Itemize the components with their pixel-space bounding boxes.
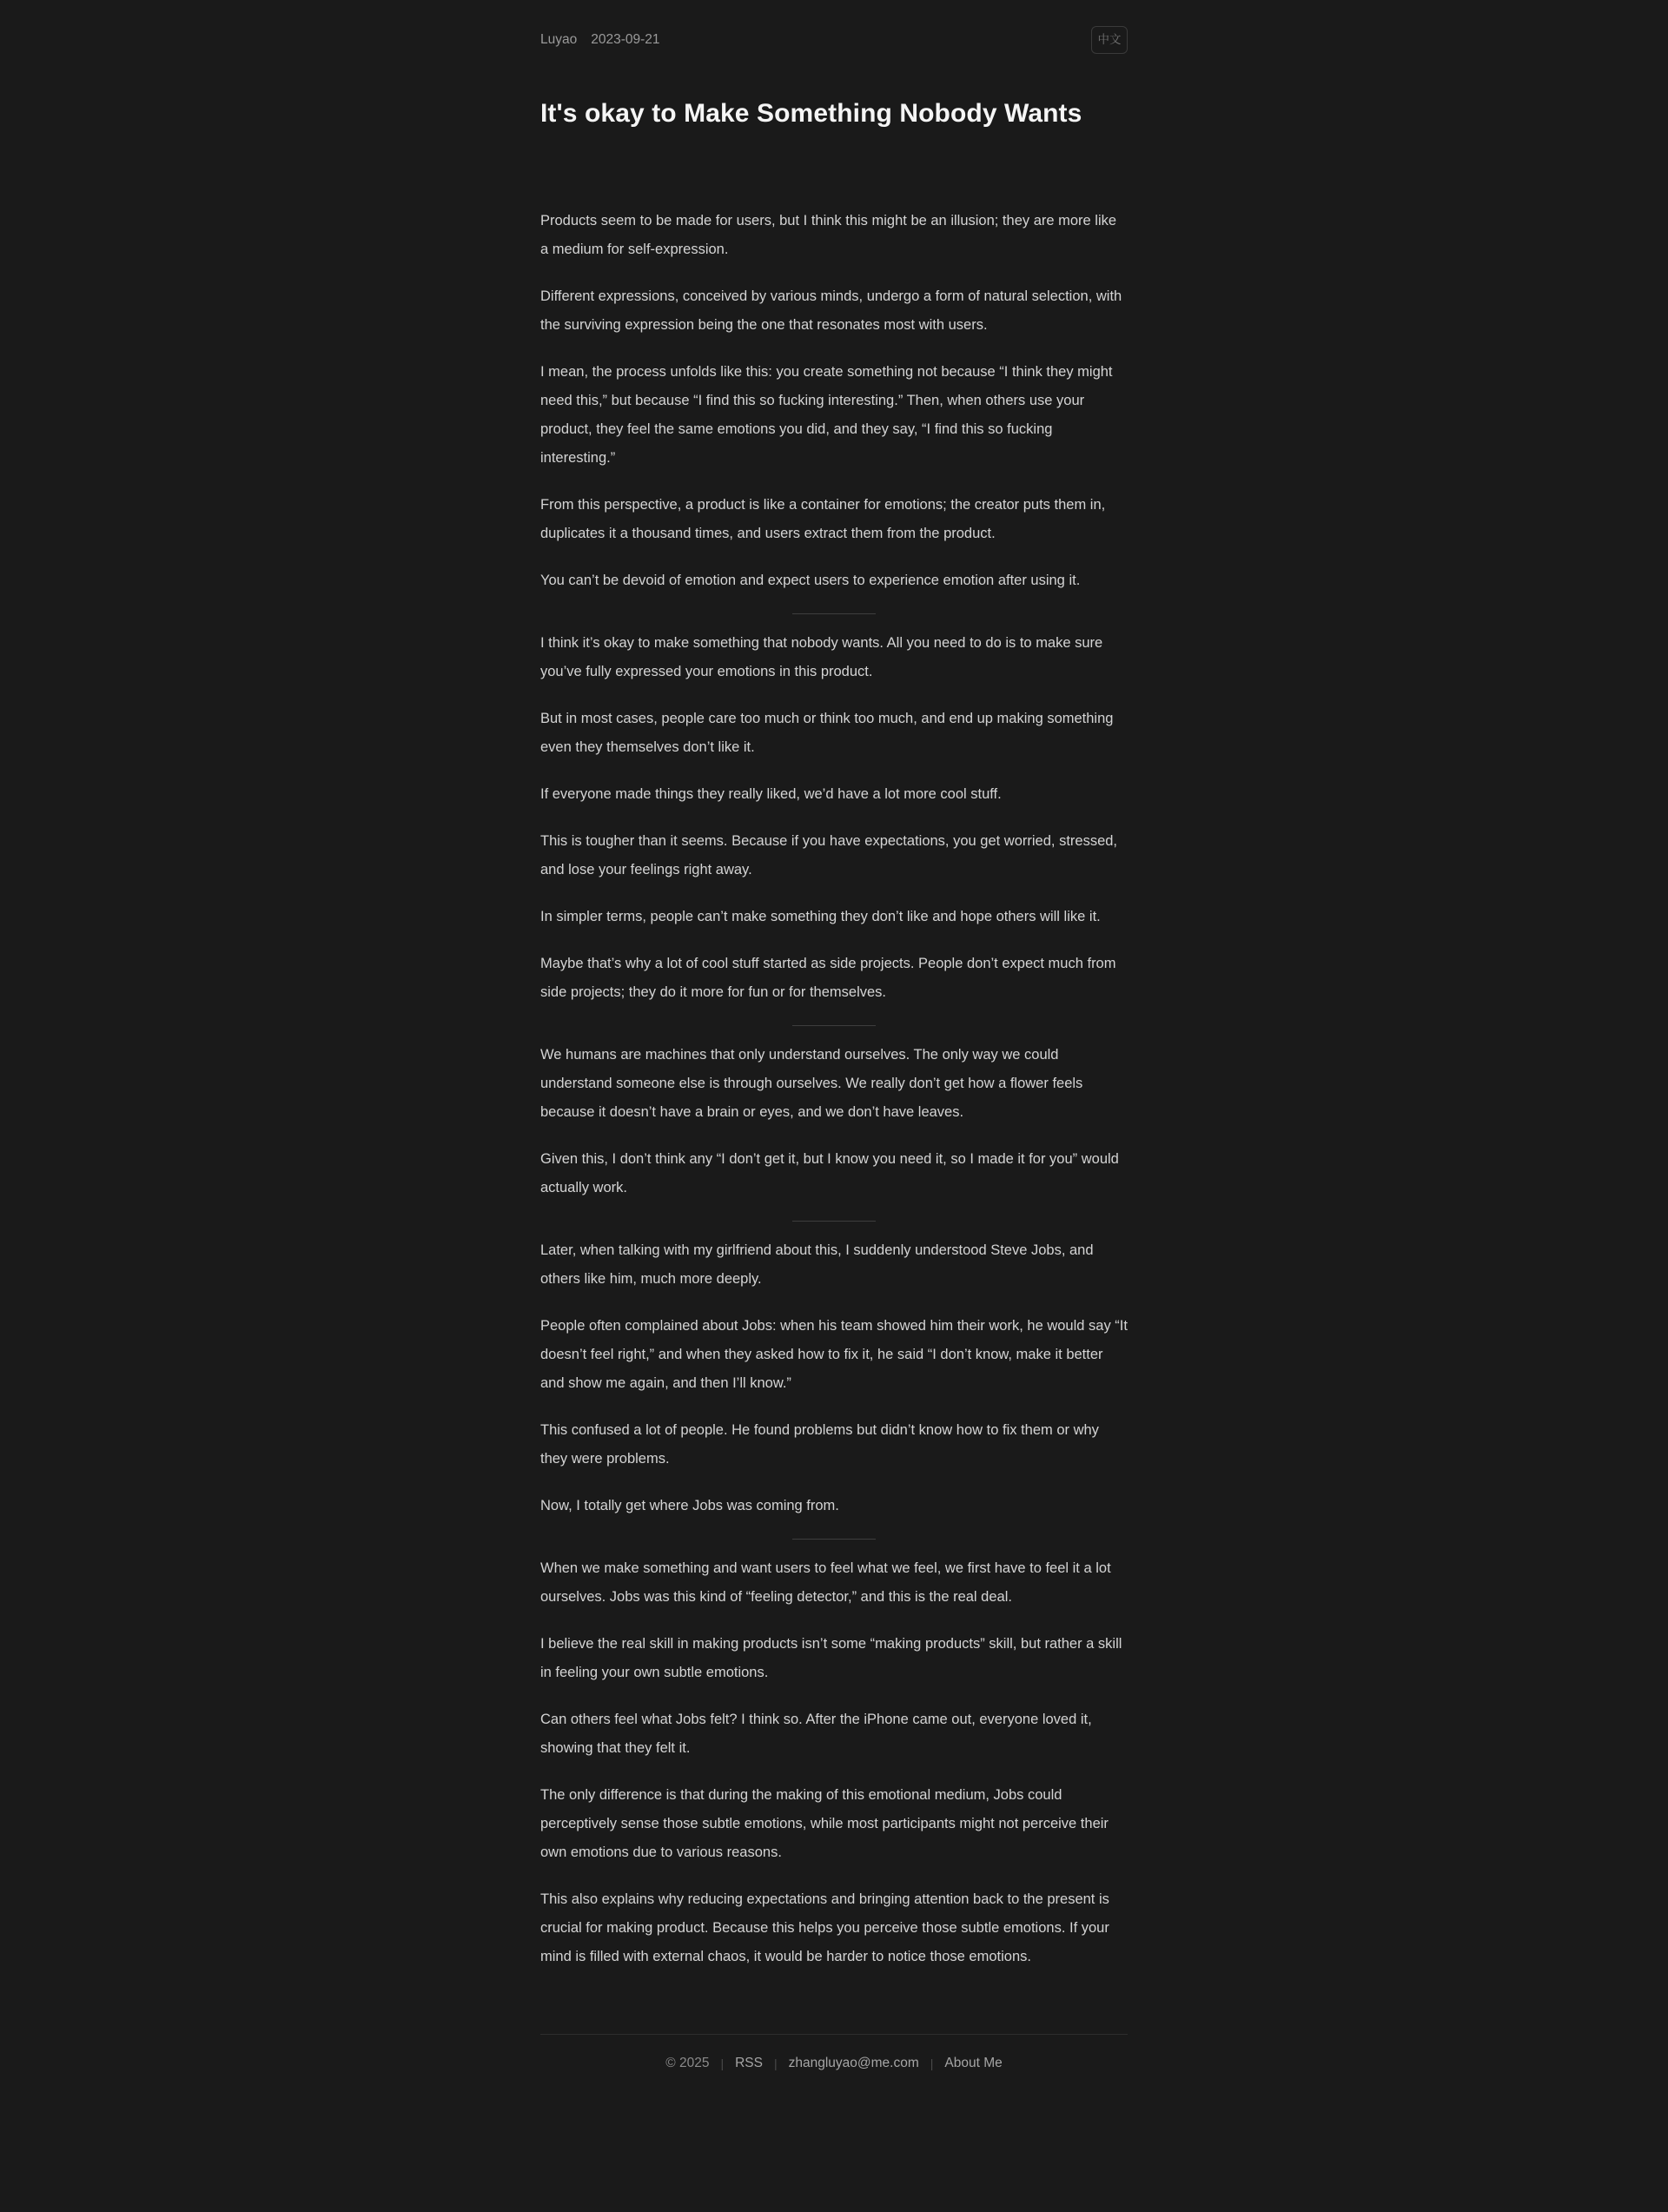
paragraph: I think it’s okay to make something that nobody wants. All you need to do is to make sure you’ve fully expressed your emotions in this product.	[540, 635, 1103, 679]
site-footer	[540, 2034, 1128, 2071]
paragraph: The only difference is that during the making of this emotional medium, Jobs could perceptively sense those subtle emotions, while most participants might not perceive their own emotions due to various reasons.	[540, 1787, 1109, 1860]
post-date: 2023-09-21	[591, 32, 660, 47]
footer-separator: |	[773, 2056, 778, 2070]
post-meta-row	[540, 26, 1128, 54]
post-header	[540, 26, 1128, 130]
footer-separator: |	[930, 2056, 934, 2070]
post-meta	[540, 32, 660, 48]
paragraph: Now, I totally get where Jobs was coming from.	[540, 1498, 839, 1513]
paragraph: In simpler terms, people can’t make something they don’t like and hope others will like it.	[540, 909, 1101, 924]
section-divider	[792, 613, 876, 614]
post-title: It's okay to Make Something Nobody Wants	[540, 99, 1082, 128]
paragraph: This confused a lot of people. He found problems but didn’t know how to fix them or why they were problems.	[540, 1422, 1099, 1467]
paragraph: We humans are machines that only understand ourselves. The only way we could understand someone else is through ourselves. We really don’t get how a flower feels because it doesn’t have a brain or eyes, and we don’t have leaves.	[540, 1047, 1083, 1120]
paragraph: People often complained about Jobs: when his team showed him their work, he would say “It doesn’t feel right,” and when they asked how to fix it, he said “I don’t know, make it better and show me again, and then I’ll know.”	[540, 1318, 1128, 1391]
author-name: Luyao	[540, 32, 578, 47]
paragraph: But in most cases, people care too much or think too much, and end up making something even they themselves don’t like it.	[540, 711, 1114, 755]
post-body	[540, 207, 1128, 1971]
paragraph: Can others feel what Jobs felt? I think so. After the iPhone came out, everyone loved it, showing that they felt it.	[540, 1712, 1092, 1756]
paragraph: When we make something and want users to feel what we feel, we first have to feel it a lot ourselves. Jobs was this kind of “feeling detector,” and this is the real deal.	[540, 1560, 1111, 1605]
paragraph: This also explains why reducing expectations and bringing attention back to the present is crucial for making product. Because this helps you perceive those subtle emotions. If your mind is filled with external chaos, it would be harder to notice those emotions.	[540, 1891, 1109, 1964]
paragraph: Products seem to be made for users, but I think this might be an illusion; they are more like a medium for self-expression.	[540, 213, 1117, 257]
footer-links-row	[540, 2056, 1128, 2071]
post-section-2	[540, 629, 1128, 1007]
paragraph: I mean, the process unfolds like this: you create something not because “I think they might need this,” but because “I find this so fucking interesting.” Then, when others use your product, they feel the same emotions you did, and they say, “I find this so fucking interesting.”	[540, 364, 1113, 466]
paragraph: Different expressions, conceived by various minds, undergo a form of natural selection, with the surviving expression being the one that resonates most with users.	[540, 288, 1122, 333]
paragraph: Maybe that’s why a lot of cool stuff started as side projects. People don’t expect much from side projects; they do it more for fun or for themselves.	[540, 956, 1116, 1000]
post-section-1	[540, 207, 1128, 595]
section-divider	[792, 1221, 876, 1222]
blog-post-page	[540, 0, 1128, 2111]
section-divider	[792, 1025, 876, 1026]
paragraph: From this perspective, a product is like a container for emotions; the creator puts them in, duplicates it a thousand times, and users extract them from the product.	[540, 497, 1106, 541]
footer-link-about-me[interactable]: About Me	[944, 2056, 1003, 2070]
post-section-5	[540, 1554, 1128, 1971]
language-toggle-button[interactable]: 中文	[1091, 26, 1128, 54]
paragraph: This is tougher than it seems. Because if you have expectations, you get worried, stressed, and lose your feelings right away.	[540, 833, 1118, 878]
paragraph: I believe the real skill in making products isn’t some “making products” skill, but rather a skill in feeling your own subtle emotions.	[540, 1636, 1122, 1680]
section-divider	[792, 1539, 876, 1540]
paragraph: Given this, I don’t think any “I don’t get it, but I know you need it, so I made it for you” would actually work.	[540, 1151, 1119, 1195]
post-section-4	[540, 1236, 1128, 1520]
post-section-3	[540, 1041, 1128, 1202]
footer-link-email[interactable]: zhangluyao@me.com	[788, 2056, 919, 2070]
footer-separator: |	[720, 2056, 725, 2070]
paragraph: You can’t be devoid of emotion and expect users to experience emotion after using it.	[540, 573, 1081, 588]
paragraph: Later, when talking with my girlfriend about this, I suddenly understood Steve Jobs, and others like him, much more deeply.	[540, 1242, 1094, 1287]
paragraph: If everyone made things they really liked, we’d have a lot more cool stuff.	[540, 786, 1002, 802]
copyright-text: © 2025	[665, 2056, 710, 2070]
footer-link-rss[interactable]: RSS	[735, 2056, 763, 2070]
